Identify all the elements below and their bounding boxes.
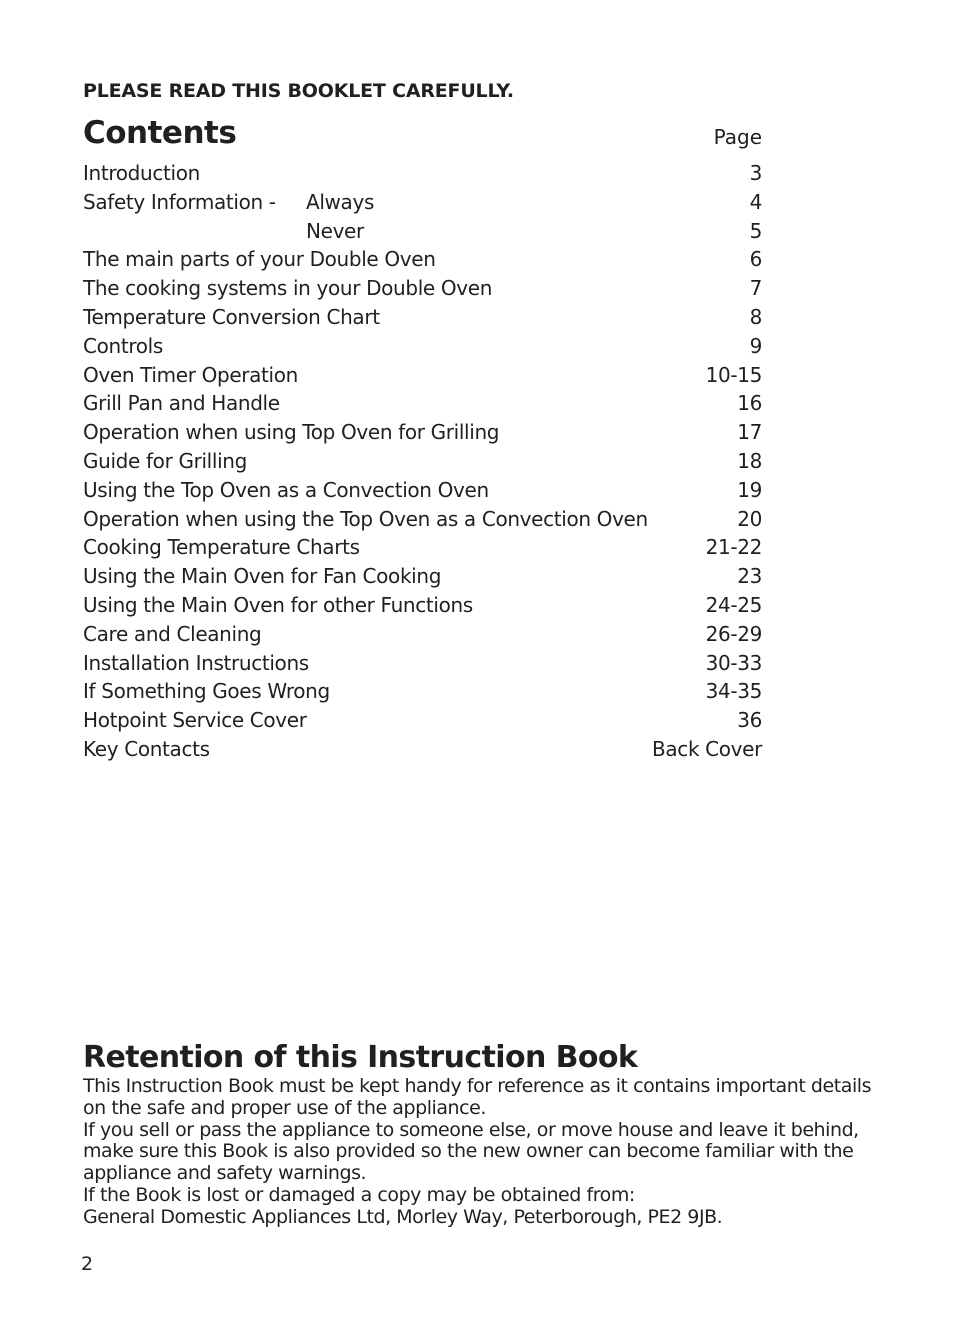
- toc-entry-page: 34-35: [705, 679, 762, 704]
- toc-entry-page: 24-25: [705, 592, 762, 617]
- toc-entry-page: 17: [737, 420, 762, 445]
- retention-heading: Retention of this Instruction Book: [83, 1040, 638, 1075]
- toc-entry-page: 23: [737, 564, 762, 589]
- toc-entry: [83, 361, 762, 390]
- toc-entry: [83, 591, 762, 620]
- toc-entry-page: 26-29: [705, 621, 762, 646]
- toc-entry: [83, 188, 762, 217]
- toc-entry-page: 6: [749, 247, 762, 272]
- toc-entry-subtitle: Never: [306, 218, 364, 243]
- toc-entry-title: Using the Top Oven as a Convection Oven: [83, 477, 489, 502]
- toc-entry-title: Using the Main Oven for Fan Cooking: [83, 564, 442, 589]
- page-number: 2: [81, 1253, 94, 1275]
- toc-entry-title: Operation when using Top Oven for Grilling: [83, 420, 500, 445]
- toc-entry: [83, 620, 762, 649]
- toc-entry: [83, 706, 762, 735]
- toc-entry: [83, 562, 762, 591]
- toc-entry-page: 36: [737, 708, 762, 733]
- toc-entry-subtitle: Always: [306, 189, 375, 214]
- toc-entry: [83, 303, 762, 332]
- toc-entry-title: Care and Cleaning: [83, 621, 262, 646]
- toc-entry-page: 21-22: [705, 535, 762, 560]
- toc-entry-page: 16: [737, 391, 762, 416]
- retention-body: [83, 1076, 873, 1229]
- toc-entry-title: Grill Pan and Handle: [83, 391, 280, 416]
- toc-entry-title: Hotpoint Service Cover: [83, 708, 307, 733]
- toc-entry-page: 8: [749, 304, 762, 329]
- toc-entry-page: 30-33: [705, 650, 762, 675]
- toc-entry-page: 3: [749, 161, 762, 185]
- retention-paragraph: This Instruction Book must be kept handy for reference as it contains important details on the safe and proper use of the appliance.: [83, 1075, 872, 1119]
- toc-entry: [83, 505, 762, 534]
- toc-entry-title: The cooking systems in your Double Oven: [83, 276, 493, 301]
- toc-entry-title: Oven Timer Operation: [83, 362, 298, 387]
- toc-entry-page: 10-15: [705, 362, 762, 387]
- toc-entry-title: Introduction: [83, 161, 200, 185]
- toc-entry-page: Back Cover: [652, 736, 762, 761]
- toc-entry: [83, 217, 762, 246]
- toc-entry: [83, 476, 762, 505]
- toc-entry-title: Installation Instructions: [83, 650, 309, 675]
- toc-entry-page: 18: [737, 448, 762, 473]
- retention-address: General Domestic Appliances Ltd, Morley Way, Peterborough, PE2 9JB.: [83, 1205, 723, 1228]
- toc-entry-title: Controls: [83, 333, 163, 358]
- toc-entry: [83, 447, 762, 476]
- toc-entry-title: Temperature Conversion Chart: [83, 304, 380, 329]
- toc-entry-title: Using the Main Oven for other Functions: [83, 592, 473, 617]
- toc-entry: [83, 735, 762, 764]
- toc-entry-title: Operation when using the Top Oven as a Convection Oven: [83, 506, 648, 531]
- toc-entry: [83, 332, 762, 361]
- toc-entry-page: 9: [749, 333, 762, 358]
- toc-entry: [83, 677, 762, 706]
- contents-heading: Contents: [83, 115, 237, 151]
- toc-entry: [83, 274, 762, 303]
- booklet-notice: PLEASE READ THIS BOOKLET CAREFULLY.: [83, 80, 514, 102]
- toc-entry: [83, 245, 762, 274]
- toc-entry: [83, 159, 762, 188]
- toc-entry-title: Cooking Temperature Charts: [83, 535, 360, 560]
- retention-paragraph: If you sell or pass the appliance to someone else, or move house and leave it behind, make sure this Book is also provided so the new owner can become familiar with the appliance and safety warnings.: [83, 1118, 859, 1185]
- table-of-contents: [83, 159, 762, 764]
- toc-entry-page: 7: [749, 276, 762, 301]
- toc-entry: [83, 418, 762, 447]
- page-column-header: Page: [713, 125, 762, 149]
- toc-entry-title: Guide for Grilling: [83, 448, 247, 473]
- toc-entry-page: 19: [737, 477, 762, 502]
- toc-entry: [83, 533, 762, 562]
- toc-entry-page: 20: [737, 506, 762, 531]
- toc-entry-title: Safety Information -: [83, 189, 276, 214]
- toc-entry-page: 5: [749, 218, 762, 243]
- toc-entry-title: The main parts of your Double Oven: [83, 247, 436, 272]
- toc-entry-title: If Something Goes Wrong: [83, 679, 330, 704]
- toc-entry: [83, 389, 762, 418]
- toc-entry-title: Key Contacts: [83, 736, 210, 761]
- retention-paragraph: If the Book is lost or damaged a copy may be obtained from:: [83, 1183, 635, 1206]
- toc-entry-page: 4: [749, 189, 762, 214]
- toc-entry: [83, 649, 762, 678]
